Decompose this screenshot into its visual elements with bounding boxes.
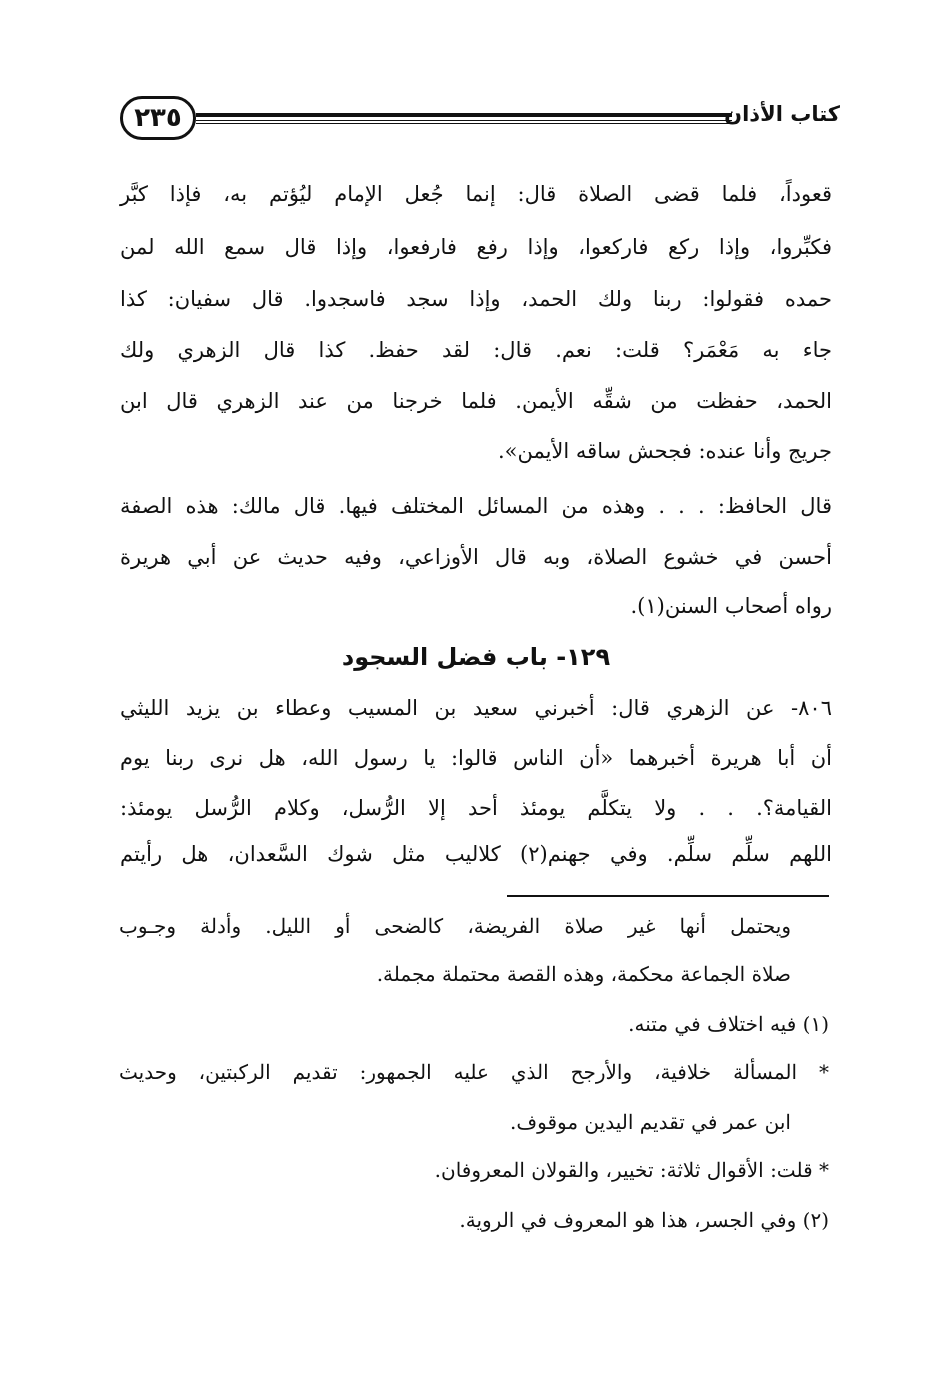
footnote-separator — [507, 895, 829, 897]
text-line: الحمد، حفظت من شقِّه الأيمن. فلما خرجنا من عند الزهري قال ابن — [120, 389, 832, 413]
text-line: قال الحافظ: . . . وهذه من المسائل المختلف فيها. قال مالك: هذه الصفة — [120, 494, 832, 518]
footnote-line: (٢) وفي الجسر، هذا هو المعروف في الروية. — [459, 1208, 829, 1232]
hadith-line: أن أبا هريرة أخبرهما «أن الناس قالوا: يا رسول الله، هل نرى ربنا يوم — [120, 746, 832, 770]
page-header — [120, 96, 840, 146]
text-line: حمده فقولوا: ربنا ولك الحمد، وإذا سجد فاسجدوا. قال سفيان: كذا — [120, 287, 832, 311]
footnote-line: * المسألة خلافية، والأرجح الذي عليه الجمهور: تقديم الركبتين، وحديث — [119, 1060, 830, 1084]
text-line: فكبِّروا، وإذا ركع فاركعوا، وإذا رفع فارفعوا، وإذا قال سمع الله لمن — [120, 235, 832, 259]
hadith-line: القيامة؟. . . ولا يتكلَّم يومئذ أحد إلا الرُّسل، وكلام الرُّسل يومئذ: — [120, 796, 832, 820]
text-line: أحسن في خشوع الصلاة، وبه قال الأوزاعي، وفيه حديث عن أبي هريرة — [120, 545, 832, 569]
footnote-line: صلاة الجماعة محكمة، وهذه القصة محتملة مجملة. — [376, 962, 791, 986]
footnote-line: (١) فيه اختلاف في متنه. — [628, 1012, 829, 1036]
page-number: ٢٣٥ — [120, 96, 196, 140]
footnote-line: ابن عمر في تقديم اليدين موقوف. — [510, 1110, 791, 1134]
text-line: قعوداً، فلما قضى الصلاة قال: إنما جُعل الإمام ليُؤتم به، فإذا كبَّر — [120, 182, 832, 206]
text-line: جريج وأنا عنده: فجحش ساقه الأيمن». — [497, 439, 832, 463]
footnote-line: * قلت: الأقوال ثلاثة: تخيير، والقولان المعروفان. — [434, 1158, 829, 1182]
text-line: رواه أصحاب السنن(١). — [630, 594, 832, 618]
section-heading: ١٢٩- باب فضل السجود — [341, 643, 611, 671]
text-line: جاء به مَعْمَر؟ قلت: نعم. قال: لقد حفظ. كذا قال الزهري ولك — [120, 338, 832, 362]
chapter-title: كتاب الأذان — [724, 102, 840, 126]
hadith-line: ٨٠٦- عن الزهري قال: أخبرني سعيد بن المسيب وعطاء بن يزيد الليثي — [120, 696, 832, 720]
hadith-line: اللهم سلِّم سلِّم. وفي جهنم(٢) كلاليب مثل شوك السَّعدان، هل رأيتم — [120, 842, 832, 866]
footnote-line: ويحتمل أنها غير صلاة الفريضة، كالضحى أو الليل. وأدلة وجـوب — [119, 914, 791, 938]
header-rule — [196, 113, 732, 124]
